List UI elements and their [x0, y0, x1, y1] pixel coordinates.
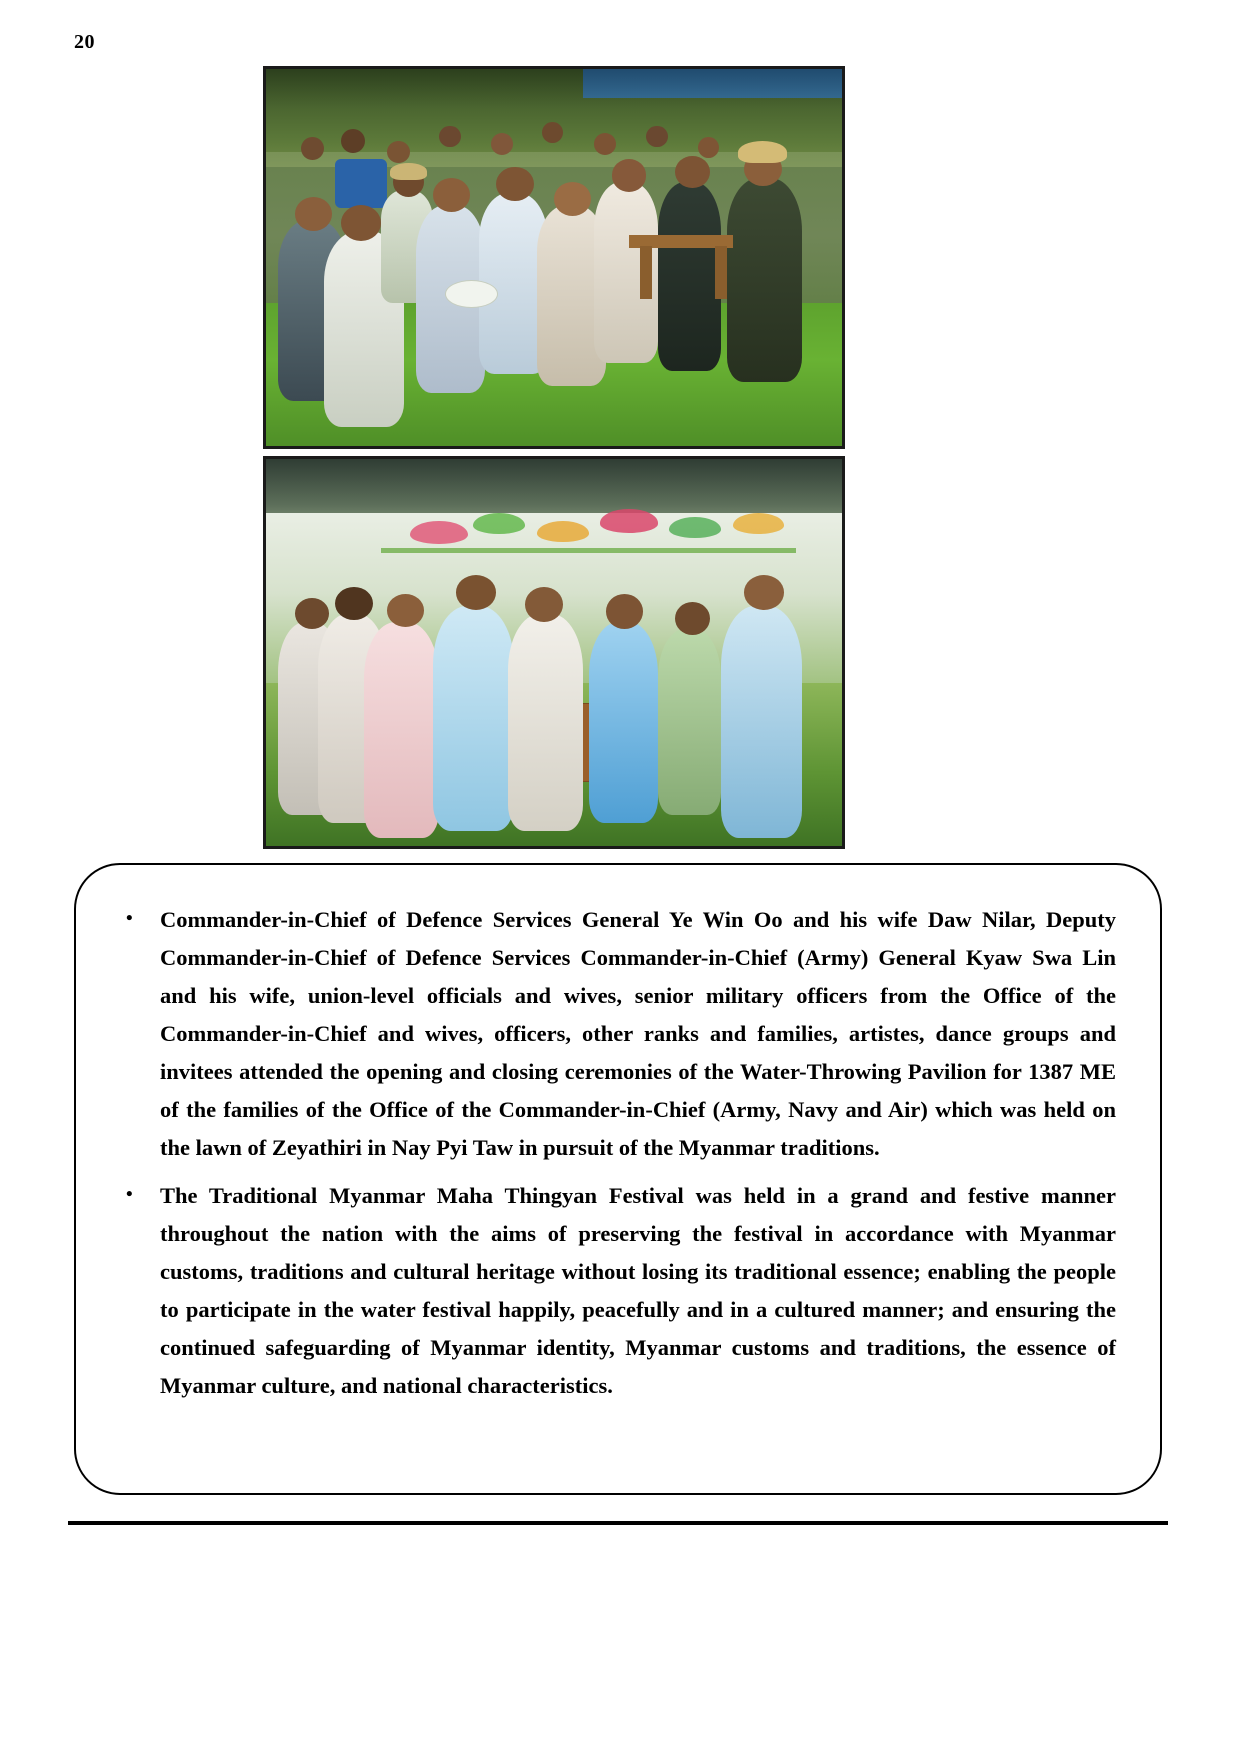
- photo-1-scene: [266, 69, 842, 446]
- person-figure: [508, 614, 583, 831]
- list-item: • Commander-in-Chief of Defence Services General Ye Win Oo and his wife Daw Nilar, Deputy Commander-in-Chief of Defence Services Commander-in-Chief (Army) General Kyaw Swa Lin and his wife, union-level officials and wives, senior military officers from the Office of the Commander-in-Chief and wives, officers, other ranks and families, artistes, dance groups and invitees attended the opening and closing ceremonies of the Water-Throwing Pavilion for 1387 ME of the families of the Office of the Commander-in-Chief (Army, Navy and Air) which was held on the lawn of Zeyathiri in Nay Pyi Taw in pursuit of the Myanmar traditions.: [160, 901, 1116, 1167]
- bullet-list: [76, 865, 1160, 1405]
- person-figure: [658, 182, 721, 371]
- list-item: • The Traditional Myanmar Maha Thingyan Festival was held in a grand and festive manner throughout the nation with the aims of preserving the festival in accordance with Myanmar customs, traditions and cultural heritage without losing its traditional essence; enabling the people to participate in the water festival happily, peacefully and in a cultured manner; and ensuring the continued safeguarding of Myanmar identity, Myanmar customs and traditions, the essence of Myanmar culture, and national characteristics.: [160, 1177, 1116, 1405]
- person-head: [335, 587, 372, 620]
- table-leg: [715, 246, 727, 299]
- crowd-head: [439, 126, 461, 148]
- person-figure: [433, 606, 514, 830]
- paper-umbrella: [600, 509, 658, 532]
- person-figure: [658, 629, 721, 815]
- photo-2-scene: [266, 459, 842, 846]
- person-head: [295, 197, 332, 231]
- water-barrel: [335, 159, 387, 208]
- paper-umbrella: [410, 521, 468, 544]
- paper-umbrella: [733, 513, 785, 534]
- crowd-head: [301, 137, 324, 160]
- person-head: [744, 575, 784, 610]
- person-figure: [364, 622, 439, 839]
- crowd-head: [542, 122, 563, 143]
- crowd-head: [594, 133, 616, 155]
- paper-umbrella: [473, 513, 525, 534]
- person-figure: [589, 622, 658, 823]
- person-head: [456, 575, 496, 610]
- table-leg: [640, 246, 652, 299]
- person-head: [675, 602, 710, 635]
- person-figure: [727, 178, 802, 382]
- garland: [381, 548, 796, 553]
- crowd-head: [387, 141, 410, 164]
- person-head: [525, 587, 562, 622]
- crowd-head: [698, 137, 719, 158]
- person-head: [341, 205, 381, 241]
- page-number: 20: [74, 31, 95, 53]
- footer-rule: [68, 1521, 1168, 1525]
- wide-brim-hat: [738, 141, 787, 164]
- pavilion-hall-photo: [263, 456, 845, 849]
- crowd-head: [491, 133, 513, 155]
- straw-hat: [390, 163, 427, 180]
- person-figure: [721, 606, 802, 838]
- paper-umbrella: [537, 521, 589, 542]
- paper-umbrella: [669, 517, 721, 538]
- person-head: [612, 159, 647, 191]
- person-head: [496, 167, 533, 201]
- person-head: [675, 156, 710, 188]
- water-throwing-ceremony-photo: [263, 66, 845, 449]
- rounded-text-panel: [74, 863, 1162, 1495]
